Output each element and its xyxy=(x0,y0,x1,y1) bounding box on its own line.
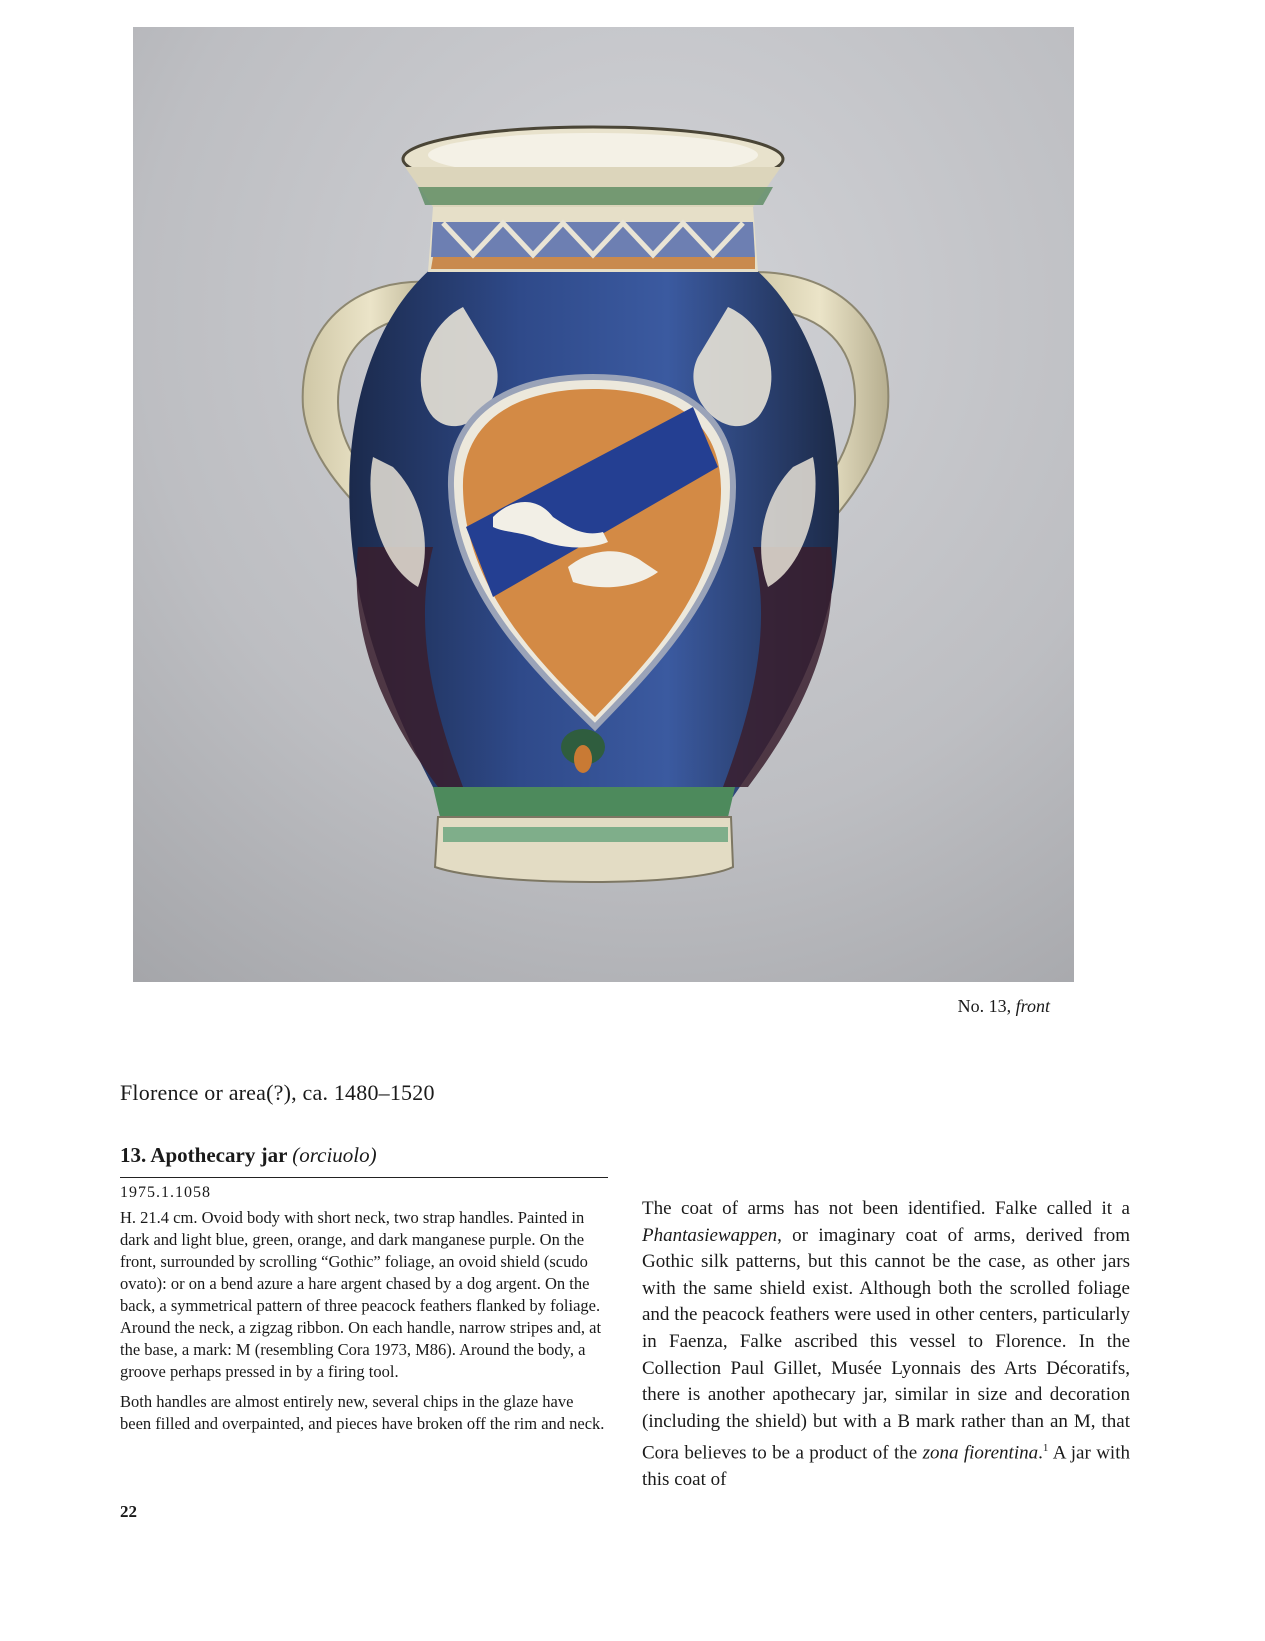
footnote-ref: 1 xyxy=(1042,1442,1049,1455)
origin-heading: Florence or area(?), ca. 1480–1520 xyxy=(120,1080,435,1105)
entry-number-title: 13. Apothecary jar xyxy=(120,1143,293,1167)
object-description: H. 21.4 cm. Ovoid body with short neck, two strap handles. Painted in dark and light blue, green, orange, and dark manganese purple. On the front, surrounded by scrolling “Gothic” foliage, an ovoid shield (scudo ovato): or on a bend azure a hare argent chased by a dog argent. On the back, a symmetrical pattern of three peacock feathers flanked by foliage. Around the neck, a zigzag ribbon. On each handle, narrow stripes and, at the base, a mark: M (resembling Cora 1973, M86). Around the body, a groove perhaps pressed in by a firing tool. xyxy=(120,1208,602,1381)
commentary-text-2: , or imaginary coat of arms, derived from Gothic silk patterns, but this cannot be the case, as other jars with the same shield exist. Although both the scrolled foliage and the peacock feathers were used in other centers, particularly in Faenza, Falke ascribed this vessel to Florence. In the Collection Paul Gillet, Musée Lyonnais des Arts Décoratifs, there is another apothecary jar, similar in size and decoration (including the shield) but with a B mark rather than an M, that Cora believes to be a product of the xyxy=(642,1224,1130,1464)
commentary-paragraph: The coat of arms has not been identified. Falke called it a Phantasiewappen, or imaginary coat of arms, derived from Gothic silk patterns, but this cannot be the case, as other jars with the same shield exist. Although both the scrolled foliage and the peacock feathers were used in other centers, particularly in Faenza, Falke ascribed this vessel to Florence. In the Collection Paul Gillet, Musée Lyonnais des Arts Décoratifs, there is another apothecary jar, similar in size and decoration (including the shield) but with a B mark rather than an M, that Cora believes to be a product of the zona fiorentina.$^1$ A jar with this coat of xyxy=(642,1198,1130,1491)
title-rule xyxy=(120,1177,608,1178)
accession-number: 1975.1.1058 xyxy=(120,1184,211,1201)
apothecary-jar-image xyxy=(133,27,1074,982)
commentary-text-3: A jar with this coat of xyxy=(642,1442,1130,1491)
commentary-term-phantasiewappen: Phantasiewappen xyxy=(642,1224,778,1246)
object-photograph xyxy=(133,27,1074,982)
caption-number: No. 13, xyxy=(957,996,1012,1016)
caption-view: front xyxy=(1015,996,1050,1016)
entry-subtitle: (orciuolo) xyxy=(292,1143,377,1167)
entry-title xyxy=(120,1143,377,1168)
commentary-text-1: The coat of arms has not been identified. Falke called it a xyxy=(642,1198,1130,1219)
commentary-column xyxy=(642,1196,1130,1494)
photo-caption xyxy=(880,996,1050,1017)
condition-note: Both handles are almost entirely new, several chips in the glaze have been filled and overpainted, and pieces have broken off the rim and neck. xyxy=(120,1392,605,1433)
commentary-term-zona-fiorentina: zona fiorentina xyxy=(922,1442,1039,1464)
page-number: 22 xyxy=(120,1502,137,1521)
catalogue-entry-column xyxy=(120,1207,606,1443)
